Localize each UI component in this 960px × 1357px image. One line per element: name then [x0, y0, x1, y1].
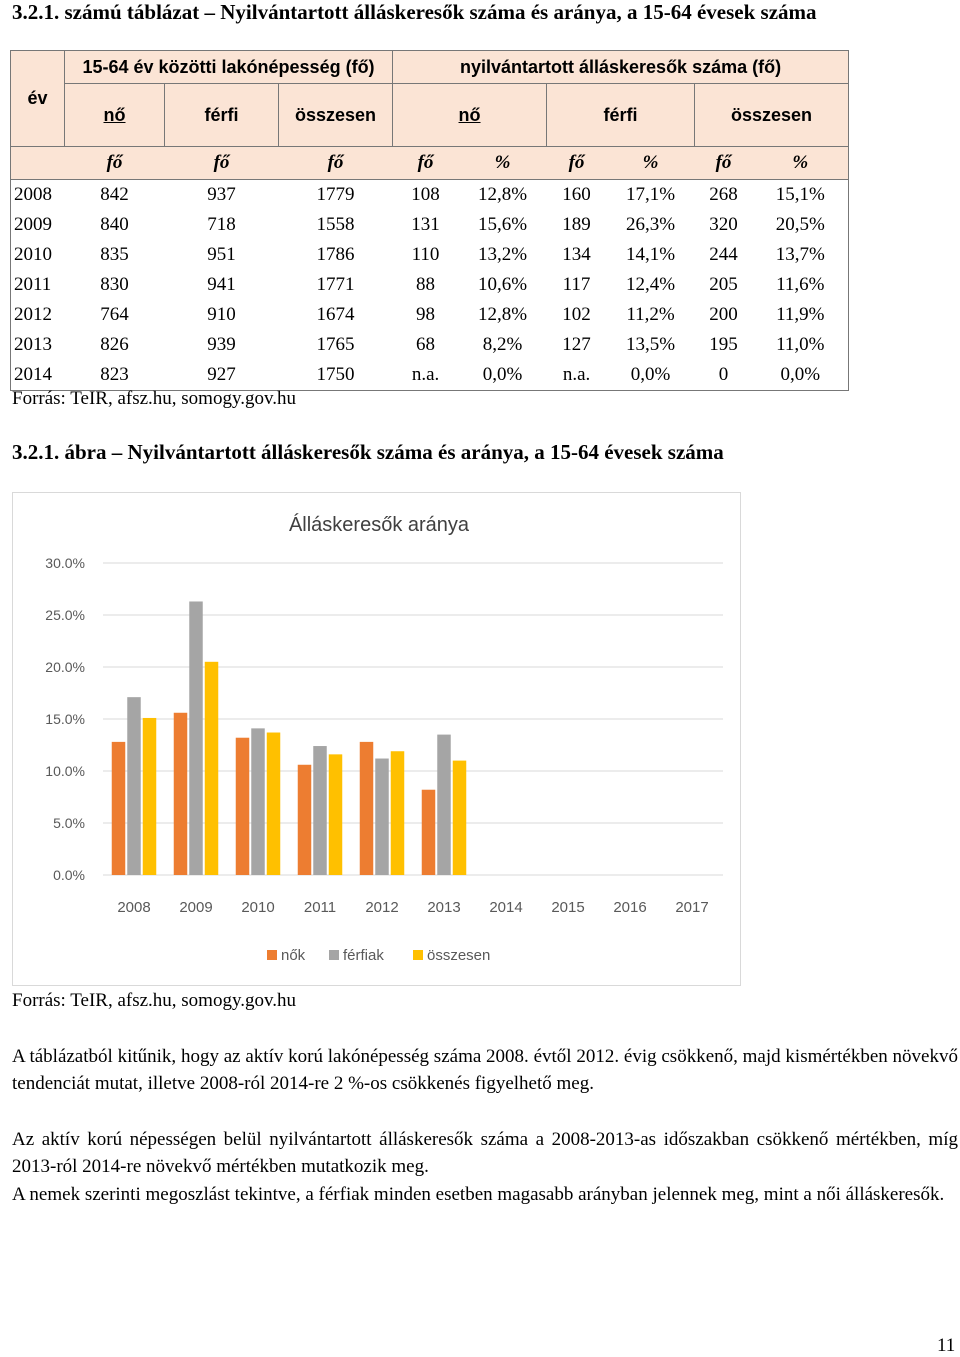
unit-header: fő	[695, 147, 753, 180]
bar-férfiak-2008	[127, 697, 141, 875]
bar-nők-2010	[236, 738, 250, 875]
legend-label: nők	[281, 947, 306, 964]
x-tick-label: 2008	[117, 899, 151, 916]
bar-férfiak-2012	[375, 759, 389, 875]
table-cell: 12,8%	[477, 304, 528, 325]
table-cell: 11,6%	[753, 270, 849, 300]
table-cell: 1779	[316, 184, 355, 205]
x-tick-label: 2010	[241, 899, 275, 916]
table-cell: 826	[100, 334, 129, 355]
table-row	[11, 210, 849, 240]
legend-swatch-nők	[267, 950, 277, 960]
table-body	[11, 180, 849, 391]
figure-caption: 3.2.1. ábra – Nyilvántartott álláskeresők száma és aránya, a 15-64 évesek száma	[12, 440, 724, 464]
legend-label: férfiak	[343, 947, 384, 964]
bar-nők-2008	[112, 742, 126, 875]
table-cell: 910	[207, 304, 236, 325]
year-cell: 2009	[11, 210, 65, 240]
bar-összesen-2013	[453, 761, 467, 875]
table-cell: 835	[100, 244, 129, 265]
table-cell: 939	[207, 334, 236, 355]
table-cell: 117	[562, 274, 591, 295]
bar-nők-2012	[360, 742, 374, 875]
col-header-ev: év	[11, 51, 65, 147]
x-tick-label: 2012	[365, 899, 399, 916]
table-cell: 1771	[316, 274, 355, 295]
table-cell: 13,2%	[477, 244, 528, 265]
y-tick-label: 20.0%	[45, 659, 85, 675]
chart-area	[12, 492, 741, 986]
table-cell: 244	[709, 244, 738, 265]
table-cell: 108	[411, 184, 440, 205]
table-cell: 0,0%	[607, 360, 695, 391]
year-cell: 2011	[11, 270, 65, 300]
sub-header: férfi	[547, 84, 695, 147]
x-tick-label: 2009	[179, 899, 213, 916]
table-cell: 200	[709, 304, 738, 325]
year-cell: 2012	[11, 300, 65, 330]
table-cell: 110	[411, 244, 440, 265]
table-cell: 26,3%	[625, 214, 676, 235]
table-cell: 131	[411, 214, 440, 235]
table-cell: 1558	[316, 214, 355, 235]
unit-header: fő	[393, 147, 459, 180]
chart-source: Forrás: TeIR, afsz.hu, somogy.gov.hu	[12, 990, 296, 1011]
table-cell: 268	[709, 184, 738, 205]
group-header-population: 15-64 év közötti lakónépesség (fő)	[65, 51, 393, 84]
table-source: Forrás: TeIR, afsz.hu, somogy.gov.hu	[12, 388, 296, 409]
year-cell: 2014	[11, 360, 65, 391]
table-row	[11, 180, 849, 211]
table-cell: 11,2%	[626, 304, 675, 325]
table-cell: 12,8%	[477, 184, 528, 205]
chart-title: Álláskeresők aránya	[288, 514, 470, 536]
table-cell: 11,9%	[753, 300, 849, 330]
table-cell: 12,4%	[625, 274, 676, 295]
table-cell: 951	[207, 244, 236, 265]
legend-swatch-összesen	[413, 950, 423, 960]
x-tick-label: 2017	[675, 899, 709, 916]
table-cell: 102	[562, 304, 591, 325]
table-cell: 189	[562, 214, 591, 235]
sub-header: összesen	[279, 84, 393, 147]
sub-header: férfi	[165, 84, 279, 147]
legend-swatch-férfiak	[329, 950, 339, 960]
sub-header: összesen	[695, 84, 849, 147]
table-cell: 840	[100, 214, 129, 235]
bar-nők-2013	[422, 790, 436, 875]
table-cell: 15,1%	[753, 180, 849, 211]
y-tick-label: 10.0%	[45, 763, 85, 779]
group-header-jobseekers: nyilvántartott álláskeresők száma (fő)	[393, 51, 849, 84]
unit-header: fő	[279, 147, 393, 180]
table-cell: 1765	[316, 334, 355, 355]
table-cell: 1750	[279, 360, 393, 391]
table-cell: 88	[416, 274, 436, 295]
bar-összesen-2010	[267, 733, 281, 875]
table-row	[11, 330, 849, 360]
year-cell: 2010	[11, 240, 65, 270]
x-tick-label: 2014	[489, 899, 523, 916]
table-cell: 15,6%	[477, 214, 528, 235]
unit-header: %	[607, 147, 695, 180]
table-cell: n.a.	[547, 360, 607, 391]
y-tick-label: 0.0%	[53, 867, 85, 883]
table-cell: 0,0%	[459, 360, 547, 391]
unit-header: fő	[165, 147, 279, 180]
table-cell: n.a.	[393, 360, 459, 391]
bar-férfiak-2009	[189, 601, 203, 875]
unit-header: %	[753, 147, 849, 180]
table-cell: 195	[709, 334, 738, 355]
table-cell: 842	[100, 184, 129, 205]
table-cell: 320	[709, 214, 738, 235]
table-cell: 718	[207, 214, 236, 235]
table-cell: 13,7%	[753, 240, 849, 270]
y-tick-label: 5.0%	[53, 815, 85, 831]
table-cell: 1674	[316, 304, 355, 325]
sub-header: nő	[65, 84, 165, 147]
bar-összesen-2012	[391, 751, 405, 875]
bar-összesen-2009	[205, 662, 219, 875]
table-cell: 927	[165, 360, 279, 391]
table-cell: 68	[416, 334, 436, 355]
unit-header: %	[459, 147, 547, 180]
y-tick-label: 30.0%	[45, 555, 85, 571]
table-row	[11, 300, 849, 330]
bar-nők-2011	[298, 765, 312, 875]
bar-nők-2009	[174, 713, 188, 875]
table-cell: 14,1%	[625, 244, 676, 265]
y-tick-label: 15.0%	[45, 711, 85, 727]
page-number: 11	[937, 1335, 956, 1356]
table-cell: 160	[562, 184, 591, 205]
bar-férfiak-2013	[437, 735, 451, 875]
bar-összesen-2011	[329, 754, 343, 875]
table-cell: 0,0%	[753, 360, 849, 391]
table-row	[11, 270, 849, 300]
table-row	[11, 240, 849, 270]
table-cell: 0	[695, 360, 753, 391]
bar-férfiak-2010	[251, 728, 265, 875]
paragraph: A táblázatból kitűnik, hogy az aktív korú lakónépesség száma 2008. évtől 2012. évig csökkenő, majd kismértékben növekvő tendenciát mutat, illetve 2008-ról 2014-re 2 %-os csökkenés figyelhető meg.	[12, 1046, 958, 1094]
bar-összesen-2008	[143, 718, 157, 875]
table-cell: 13,5%	[625, 334, 676, 355]
table-cell: 1786	[316, 244, 355, 265]
jobseekers-table	[10, 50, 849, 391]
x-tick-label: 2011	[303, 899, 337, 916]
table-cell: 98	[416, 304, 436, 325]
table-cell: 764	[100, 304, 129, 325]
table-caption: 3.2.1. számú táblázat – Nyilvántartott álláskeresők száma és aránya, a 15-64 évesek száma	[12, 0, 817, 24]
bar-férfiak-2011	[313, 746, 327, 875]
table-cell: 17,1%	[625, 184, 676, 205]
table-cell: 205	[709, 274, 738, 295]
x-tick-label: 2013	[427, 899, 461, 916]
sub-header: nő	[393, 84, 547, 147]
year-cell: 2008	[11, 180, 65, 211]
table-cell: 134	[562, 244, 591, 265]
unit-header: fő	[547, 147, 607, 180]
paragraph: A nemek szerinti megoszlást tekintve, a férfiak minden esetben magasabb arányban jelennek meg, mint a női álláskeresők.	[12, 1184, 945, 1205]
table-cell: 10,6%	[477, 274, 528, 295]
table-cell: 127	[562, 334, 591, 355]
table-cell: 20,5%	[753, 210, 849, 240]
y-tick-label: 25.0%	[45, 607, 85, 623]
table-row	[11, 360, 849, 391]
table-cell: 11,0%	[753, 330, 849, 360]
table-cell: 823	[65, 360, 165, 391]
legend-label: összesen	[427, 947, 491, 964]
unit-header: fő	[65, 147, 165, 180]
bar-chart	[13, 493, 740, 985]
table-cell: 8,2%	[482, 334, 523, 355]
table-cell: 941	[207, 274, 236, 295]
x-tick-label: 2015	[551, 899, 585, 916]
table-cell: 937	[207, 184, 236, 205]
x-tick-label: 2016	[613, 899, 647, 916]
year-cell: 2013	[11, 330, 65, 360]
table-cell: 830	[100, 274, 129, 295]
paragraph: Az aktív korú népességen belül nyilvántartott álláskeresők száma a 2008-2013-as időszakban csökkenő mértékben, míg 2013-ról 2014-re növekvő mértékben mutatkozik meg.	[12, 1129, 958, 1177]
